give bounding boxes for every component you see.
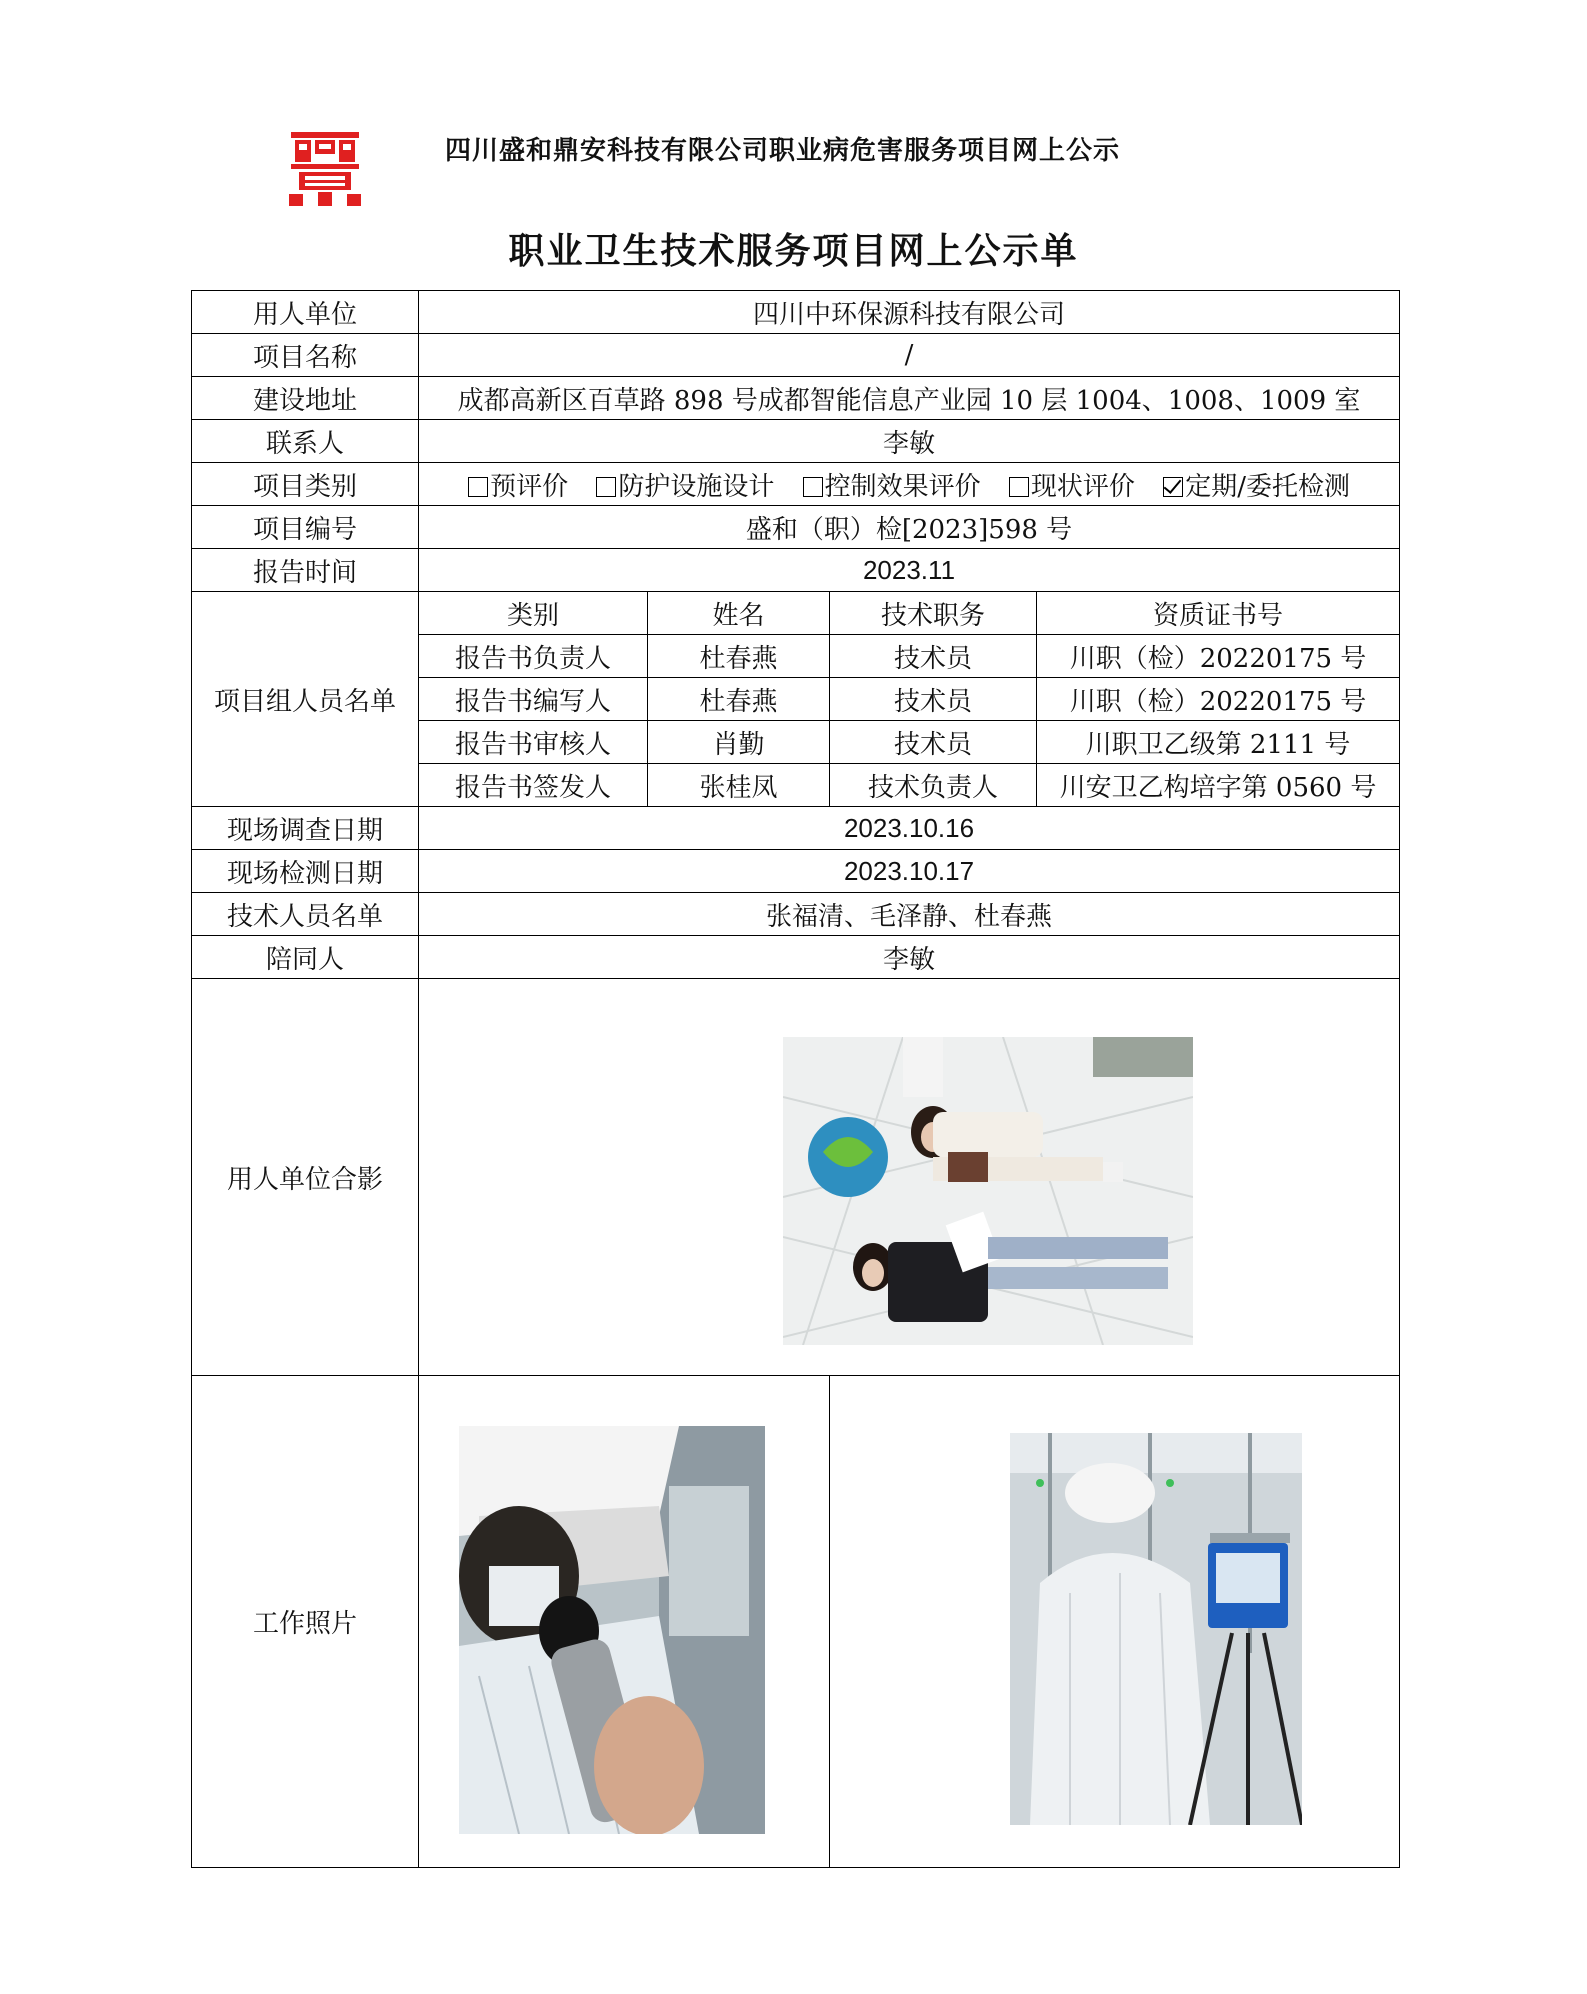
team-header: 类别 xyxy=(419,592,648,635)
row-project-no xyxy=(192,506,1400,549)
accompany-label: 陪同人 xyxy=(192,936,419,979)
member-title: 技术员 xyxy=(830,721,1037,764)
work-photo-label: 工作照片 xyxy=(192,1376,419,1868)
group-photo xyxy=(783,1037,1193,1345)
category-options xyxy=(419,463,1400,506)
category-option[interactable]: 预评价 xyxy=(468,472,568,502)
member-cert: 川职卫乙级第 2111 号 xyxy=(1037,721,1400,764)
project-name-value: / xyxy=(419,334,1400,377)
member-name: 杜春燕 xyxy=(648,678,830,721)
team-label: 项目组人员名单 xyxy=(192,592,419,807)
company-header: 四川盛和鼎安科技有限公司职业病危害服务项目网上公示 xyxy=(445,136,1121,166)
test-date-value: 2023.10.17 xyxy=(419,850,1400,893)
member-role: 报告书编写人 xyxy=(419,678,648,721)
row-employer xyxy=(192,291,1400,334)
survey-date-label: 现场调查日期 xyxy=(192,807,419,850)
member-title: 技术员 xyxy=(830,678,1037,721)
member-name: 肖勤 xyxy=(648,721,830,764)
row-category xyxy=(192,463,1400,506)
member-name: 张桂凤 xyxy=(648,764,830,807)
employer-label: 用人单位 xyxy=(192,291,419,334)
checkbox-icon xyxy=(803,477,823,497)
tech-staff-label: 技术人员名单 xyxy=(192,893,419,936)
member-cert: 川职（检）20220175 号 xyxy=(1037,635,1400,678)
team-header-row xyxy=(192,592,1400,635)
row-report-time xyxy=(192,549,1400,592)
page-title: 职业卫生技术服务项目网上公示单 xyxy=(508,230,1079,272)
category-option[interactable]: 定期/委托检测 xyxy=(1163,472,1350,502)
checkbox-icon xyxy=(468,477,488,497)
member-name: 杜春燕 xyxy=(648,635,830,678)
test-date-label: 现场检测日期 xyxy=(192,850,419,893)
category-option[interactable]: 防护设施设计 xyxy=(596,472,774,502)
project-name-label: 项目名称 xyxy=(192,334,419,377)
member-cert: 川安卫乙构培字第 0560 号 xyxy=(1037,764,1400,807)
contact-value: 李敏 xyxy=(419,420,1400,463)
category-label: 项目类别 xyxy=(192,463,419,506)
row-accompany xyxy=(192,936,1400,979)
checkbox-icon xyxy=(596,477,616,497)
row-tech-staff xyxy=(192,893,1400,936)
category-option[interactable]: 控制效果评价 xyxy=(803,472,981,502)
member-title: 技术员 xyxy=(830,635,1037,678)
member-cert: 川职（检）20220175 号 xyxy=(1037,678,1400,721)
checkbox-icon xyxy=(1009,477,1029,497)
team-header: 姓名 xyxy=(648,592,830,635)
category-option[interactable]: 现状评价 xyxy=(1009,472,1135,502)
row-address xyxy=(192,377,1400,420)
row-contact xyxy=(192,420,1400,463)
work-photo-air-sampling xyxy=(1010,1433,1302,1825)
row-test-date xyxy=(192,850,1400,893)
tech-staff-value: 张福清、毛泽静、杜春燕 xyxy=(419,893,1400,936)
project-no-value: 盛和（职）检[2023]598 号 xyxy=(419,506,1400,549)
row-project-name xyxy=(192,334,1400,377)
address-label: 建设地址 xyxy=(192,377,419,420)
member-role: 报告书签发人 xyxy=(419,764,648,807)
checked-checkbox-icon xyxy=(1163,477,1183,497)
report-time-value: 2023.11 xyxy=(419,549,1400,592)
member-title: 技术负责人 xyxy=(830,764,1037,807)
member-role: 报告书负责人 xyxy=(419,635,648,678)
seal-logo-icon xyxy=(285,128,365,208)
address-value: 成都高新区百草路 898 号成都智能信息产业园 10 层 1004、1008、1009 室 xyxy=(419,377,1400,420)
project-no-label: 项目编号 xyxy=(192,506,419,549)
contact-label: 联系人 xyxy=(192,420,419,463)
row-survey-date xyxy=(192,807,1400,850)
employer-value: 四川中环保源科技有限公司 xyxy=(419,291,1400,334)
report-time-label: 报告时间 xyxy=(192,549,419,592)
team-header: 资质证书号 xyxy=(1037,592,1400,635)
group-photo-label: 用人单位合影 xyxy=(192,979,419,1376)
team-header: 技术职务 xyxy=(830,592,1037,635)
accompany-value: 李敏 xyxy=(419,936,1400,979)
survey-date-value: 2023.10.16 xyxy=(419,807,1400,850)
member-role: 报告书审核人 xyxy=(419,721,648,764)
work-photo-noise-measurement xyxy=(459,1426,765,1834)
